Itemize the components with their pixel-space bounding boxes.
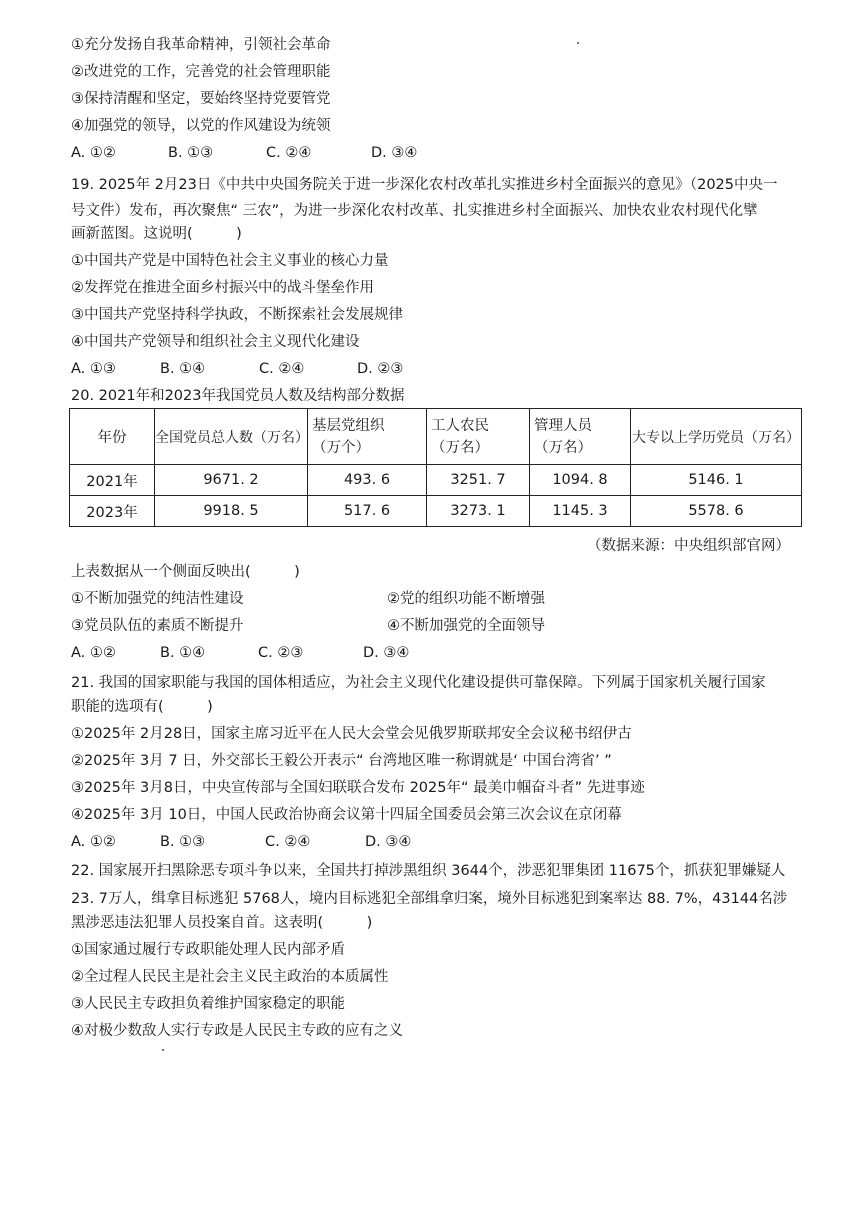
q22-item-2: ②全过程人民民主是社会主义民主政治的本质属性 (71, 969, 389, 985)
table-source-note: （数据来源：中央组织部官网） (587, 538, 790, 554)
q18-item-3: ③保持清醒和坚定，要始终坚持党要管党 (71, 91, 331, 107)
q21-option-c[interactable]: C. ②④ (265, 834, 311, 850)
q20-title: 20. 2021年和2023年我国党员人数及结构部分数据 (71, 388, 405, 404)
q21-option-b[interactable]: B. ①③ (160, 834, 206, 850)
q19-option-d[interactable]: D. ②③ (357, 361, 404, 377)
q19-stem-line-2: 号文件）发布，再次聚焦“ 三农”，为进一步深化农村改革、扎实推进乡村全面振兴、加快农业农村现代化擘 (71, 203, 758, 219)
q21-option-a[interactable]: A. ①② (71, 834, 116, 850)
header-grassroots-orgs: 基层党组织 （万个） (308, 409, 427, 465)
cell-managers: 1145. 3 (530, 496, 631, 527)
party-member-data-table (69, 408, 802, 527)
header-workers-farmers: 工人农民 （万名） (427, 409, 530, 465)
q20-options (71, 643, 409, 663)
q20-stem: 上表数据从一个侧面反映出( ) (71, 564, 300, 580)
cell-grassroots: 517. 6 (308, 496, 427, 527)
q19-option-c[interactable]: C. ②④ (259, 361, 305, 377)
q20-option-d[interactable]: D. ③④ (363, 645, 410, 661)
q18-option-d[interactable]: D. ③④ (371, 145, 418, 161)
q18-item-2: ②改进党的工作，完善党的社会管理职能 (71, 64, 331, 80)
q21-item-2: ②2025年 3月 7 日，外交部长王毅公开表示“ 台湾地区唯一称谓就是‘ 中国台湾省’ ” (71, 753, 612, 769)
q18-options (71, 143, 417, 163)
q19-item-4: ④中国共产党领导和组织社会主义现代化建设 (71, 334, 360, 350)
cell-managers: 1094. 8 (530, 465, 631, 496)
table-header-row (70, 409, 802, 465)
q18-item-1: ①充分发扬自我革命精神，引领社会革命 (71, 37, 331, 53)
q21-item-3: ③2025年 3月8日，中央宣传部与全国妇联联合发布 2025年“ 最美巾帼奋斗者” 先进事迹 (71, 780, 645, 796)
cell-workers: 3273. 1 (427, 496, 530, 527)
q21-options (71, 832, 411, 852)
cell-year: 2021年 (70, 465, 155, 496)
q19-option-b[interactable]: B. ①④ (160, 361, 206, 377)
q21-stem-line-2: 职能的选项有( ) (71, 699, 213, 715)
cell-total: 9918. 5 (155, 496, 308, 527)
stray-dot (162, 1049, 164, 1051)
cell-college: 5578. 6 (631, 496, 802, 527)
q19-item-3: ③中国共产党坚持科学执政，不断探索社会发展规律 (71, 307, 403, 323)
cell-year: 2023年 (70, 496, 155, 527)
q19-options (71, 359, 403, 379)
stray-dot (577, 42, 579, 44)
header-college-members: 大专以上学历党员（万名） (631, 409, 802, 465)
q20-option-a[interactable]: A. ①② (71, 645, 116, 661)
q22-stem-line-2: 23. 7万人，缉拿目标逃犯 5768人，境内目标逃犯全部缉拿归案，境外目标逃犯到案率达 88. 7%，43144名涉 (71, 891, 788, 907)
header-total-members: 全国党员总人数（万名） (155, 409, 308, 465)
q20-option-b[interactable]: B. ①④ (160, 645, 206, 661)
header-managers: 管理人员 （万名） (530, 409, 631, 465)
q21-stem-line-1: 21. 我国的国家职能与我国的国体相适应，为社会主义现代化建设提供可靠保障。下列属于国家机关履行国家 (71, 675, 766, 691)
cell-workers: 3251. 7 (427, 465, 530, 496)
q22-item-1: ①国家通过履行专政职能处理人民内部矛盾 (71, 942, 345, 958)
table-row (70, 465, 802, 496)
q21-item-1: ①2025年 2月28日，国家主席习近平在人民大会堂会见俄罗斯联邦安全会议秘书绍伊古 (71, 726, 632, 742)
q22-stem-line-1: 22. 国家展开扫黑除恶专项斗争以来，全国共打掉涉黑组织 3644个，涉恶犯罪集团 11675个，抓获犯罪嫌疑人 (71, 863, 786, 879)
q22-item-3: ③人民民主专政担负着维护国家稳定的职能 (71, 996, 345, 1012)
q19-option-a[interactable]: A. ①③ (71, 361, 116, 377)
q19-item-1: ①中国共产党是中国特色社会主义事业的核心力量 (71, 253, 389, 269)
q20-item-3: ③党员队伍的素质不断提升 (71, 618, 244, 634)
q20-item-2: ②党的组织功能不断增强 (387, 591, 545, 607)
q22-item-4: ④对极少数敌人实行专政是人民民主专政的应有之义 (71, 1023, 403, 1039)
q22-stem-line-3: 黑涉恶违法犯罪人员投案自首。这表明( ) (71, 915, 373, 931)
q20-item-1: ①不断加强党的纯洁性建设 (71, 591, 244, 607)
header-year: 年份 (70, 409, 155, 465)
table-row (70, 496, 802, 527)
cell-total: 9671. 2 (155, 465, 308, 496)
q19-stem-line-3: 画新蓝图。这说明( ) (71, 226, 242, 242)
q19-stem-line-1: 19. 2025年 2月23日《中共中央国务院关于进一步深化农村改革扎实推进乡村全面振兴的意见》（2025中央一 (71, 177, 778, 193)
cell-college: 5146. 1 (631, 465, 802, 496)
q18-item-4: ④加强党的领导，以党的作风建设为统领 (71, 118, 331, 134)
q18-option-a[interactable]: A. ①② (71, 145, 116, 161)
q18-option-c[interactable]: C. ②④ (266, 145, 312, 161)
q21-item-4: ④2025年 3月 10日，中国人民政治协商会议第十四届全国委员会第三次会议在京闭幕 (71, 807, 622, 823)
cell-grassroots: 493. 6 (308, 465, 427, 496)
q18-option-b[interactable]: B. ①③ (168, 145, 214, 161)
q20-item-4: ④不断加强党的全面领导 (387, 618, 545, 634)
q19-item-2: ②发挥党在推进全面乡村振兴中的战斗堡垒作用 (71, 280, 374, 296)
q21-option-d[interactable]: D. ③④ (365, 834, 412, 850)
q20-option-c[interactable]: C. ②③ (258, 645, 304, 661)
